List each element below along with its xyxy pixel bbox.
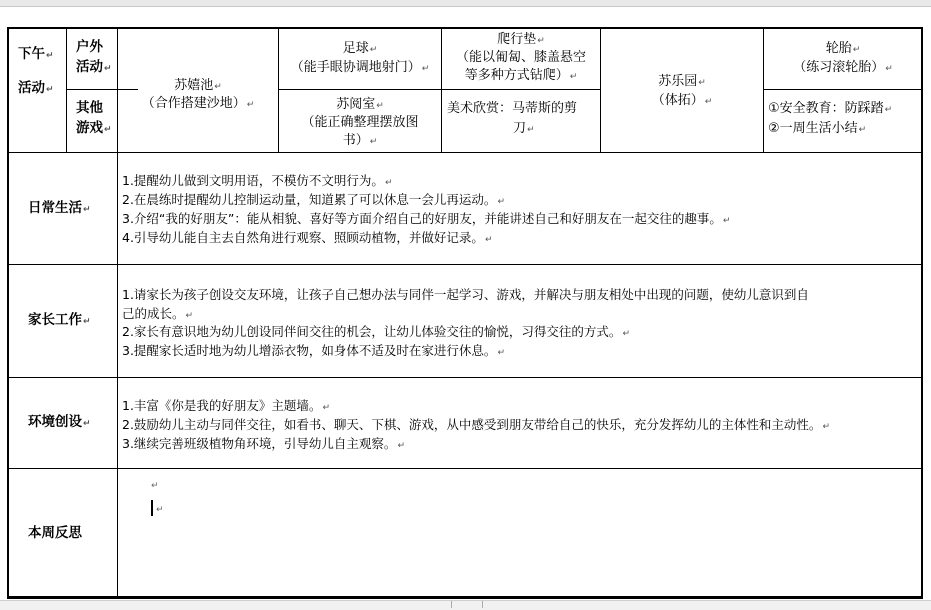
- page-top-ruler: [0, 0, 931, 7]
- outdoor-label: 户外: [76, 39, 103, 55]
- reflection-label: 本周反思: [28, 525, 82, 541]
- crawl-desc: （能以匍匐、膝盖悬空: [455, 50, 586, 65]
- football-desc: （能手眼协调地射门）↵: [290, 60, 430, 75]
- daily-life-item: 3.介绍“我的好朋友”：能从相貌、喜好等方面介绍自己的好朋友，并能讲述自己和好朋友在一起交往的趣事。↵: [122, 211, 731, 226]
- paragraph-mark: ↵: [151, 481, 159, 491]
- crawl-desc-2: 等多种方式钻爬）↵: [464, 68, 578, 83]
- tire-desc: （练习滚轮胎）↵: [793, 60, 893, 75]
- reading-title: 苏阅室↵: [336, 97, 384, 112]
- scroll-marker: [451, 601, 483, 608]
- parent-work-item: 1.请家长为孩子创设交友环境，让孩子自己想办法与同伴一起学习、游戏，并解决与朋友相处中出现的问题，使幼儿意识到自: [122, 287, 809, 302]
- art-appreciation-2: 刀↵: [513, 121, 535, 136]
- daily-life-item: 4.引导幼儿能自主去自然角进行观察、照顾动植物，并做好记录。↵: [122, 230, 493, 245]
- daily-life-item: 1.提醒幼儿做到文明用语，不模仿不文明行为。↵: [122, 173, 393, 188]
- football-title: 足球↵: [342, 41, 378, 56]
- environment-item: 2.鼓励幼儿主动与同伴交往，如看书、聊天、下棋、游戏，从中感受到朋友带给自己的快乐，充分发挥幼儿的主体性和主动性。↵: [122, 417, 830, 432]
- afternoon-label: 下午↵: [18, 46, 54, 62]
- suleyuan-desc: （体拓）↵: [651, 93, 713, 108]
- paragraph-mark: ↵: [156, 505, 164, 515]
- tire-title: 轮胎↵: [825, 41, 861, 56]
- parent-work-item: 己的成长。↵: [122, 306, 194, 321]
- parent-work-item: 3.提醒家长适时地为幼儿增添衣物，如身体不适及时在家进行休息。↵: [122, 343, 505, 358]
- crawl-title: 爬行垫↵: [497, 32, 545, 47]
- reading-desc: （能正确整理摆放图: [301, 115, 419, 130]
- environment-item: 1.丰富《你是我的好朋友》主题墙。↵: [122, 398, 330, 413]
- daily-life-item: 2.在晨练时提醒幼儿控制运动量，知道累了可以休息一会儿再运动。↵: [122, 192, 505, 207]
- environment-item: 3.继续完善班级植物角环境，引导幼儿自主观察。↵: [122, 436, 405, 451]
- safety-education: ①安全教育：防踩踏↵: [768, 101, 893, 116]
- week-summary: ②一周生活小结↵: [768, 121, 867, 136]
- reading-desc-2: 书）↵: [342, 133, 378, 148]
- sand-title: 苏嬉池↵: [174, 78, 222, 93]
- text-cursor[interactable]: [151, 500, 153, 516]
- parent-work-label: 家长工作↵: [28, 312, 91, 328]
- parent-work-item: 2.家长有意识地为幼儿创设同伴间交往的机会，让幼儿体验交往的愉悦，习得交往的方式。↵: [122, 324, 630, 339]
- sand-desc: （合作搭建沙地）↵: [141, 96, 255, 111]
- environment-label: 环境创设↵: [28, 414, 91, 430]
- suleyuan-title: 苏乐园↵: [658, 74, 706, 89]
- daily-life-label: 日常生活↵: [28, 200, 91, 216]
- other-games-label: 其他: [76, 100, 103, 116]
- other-games-label-2: 游戏↵: [76, 120, 112, 136]
- art-appreciation: 美术欣赏：马蒂斯的剪: [447, 101, 578, 116]
- activity-label: 活动↵: [18, 80, 54, 96]
- outdoor-label-2: 活动↵: [76, 59, 112, 75]
